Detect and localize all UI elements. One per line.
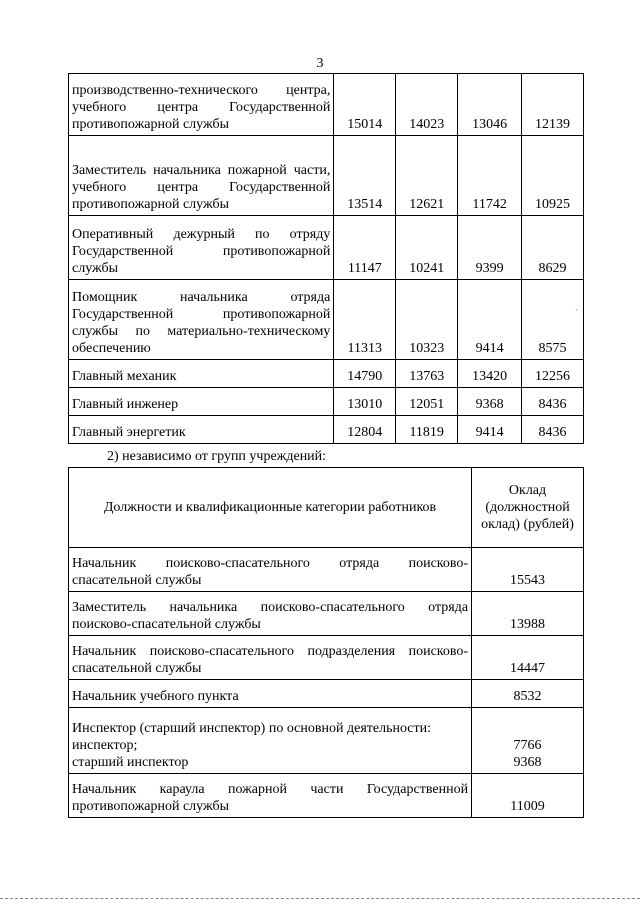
salary-group-2-cell: 12051 xyxy=(396,388,458,416)
position-cell: Главный энергетик xyxy=(69,416,334,444)
position-cell: Начальник поисково-спасательного подразделения поисково-спасательной службы xyxy=(69,636,472,680)
salary-cell xyxy=(472,708,584,774)
salary-cell: 13988 xyxy=(472,592,584,636)
salary-group-3-cell: 11742 xyxy=(458,136,522,216)
salary-group-1-cell: 13514 xyxy=(334,136,396,216)
page-bottom-edge xyxy=(0,898,640,899)
salary-group-3-cell: 9368 xyxy=(458,388,522,416)
salary-group-4-cell: 8436 xyxy=(522,416,584,444)
salary-group-4-cell: 8436 xyxy=(522,388,584,416)
salary-group-2-cell: 11819 xyxy=(396,416,458,444)
table-row xyxy=(69,280,584,360)
salary-group-2-cell: 14023 xyxy=(396,74,458,136)
scan-speck: · xyxy=(575,306,578,315)
salary-group-3-cell: 9414 xyxy=(458,280,522,360)
position-cell: Главный механик xyxy=(69,360,334,388)
salary-group-1-cell: 15014 xyxy=(334,74,396,136)
table-row xyxy=(69,216,584,280)
column-header-position: Должности и квалификационные категории работников xyxy=(69,468,472,548)
salary-group-1-cell: 12804 xyxy=(334,416,396,444)
salary-table-independent xyxy=(68,467,584,818)
salary-cell: 14447 xyxy=(472,636,584,680)
table-row xyxy=(69,74,584,136)
salary-group-4-cell: 8629 xyxy=(522,216,584,280)
table-row xyxy=(69,136,584,216)
salary-group-2-cell: 13763 xyxy=(396,360,458,388)
position-cell: Начальник поисково-спасательного отряда поисково-спасательной службы xyxy=(69,548,472,592)
table-row xyxy=(69,708,584,774)
position-cell: производственно-технического центра, учебного центра Государственной противопожарной службы xyxy=(69,74,334,136)
position-cell: Помощник начальника отряда Государственной противопожарной службы по материально-техническому обеспечению xyxy=(69,280,334,360)
salary-group-2-cell: 10241 xyxy=(396,216,458,280)
salary-group-3-cell: 9414 xyxy=(458,416,522,444)
table-row xyxy=(69,636,584,680)
table-row xyxy=(69,592,584,636)
table-row xyxy=(69,416,584,444)
salary-group-4-cell: 10925 xyxy=(522,136,584,216)
inspector-salary: 7766 xyxy=(513,738,542,753)
position-cell: Начальник учебного пункта xyxy=(69,680,472,708)
position-cell: Оперативный дежурный по отряду Государственной противопожарной службы xyxy=(69,216,334,280)
salary-table-by-group xyxy=(68,73,584,444)
position-cell: Главный инженер xyxy=(69,388,334,416)
salary-group-1-cell: 11147 xyxy=(334,216,396,280)
salary-group-1-cell: 14790 xyxy=(334,360,396,388)
salary-group-1-cell: 13010 xyxy=(334,388,396,416)
position-cell: Начальник караула пожарной части Государственной противопожарной службы xyxy=(69,774,472,818)
salary-group-4-cell: 8575 xyxy=(522,280,584,360)
salary-group-3-cell: 9399 xyxy=(458,216,522,280)
salary-group-2-cell: 12621 xyxy=(396,136,458,216)
table-header-row xyxy=(69,468,584,548)
table-row xyxy=(69,680,584,708)
column-header-salary: Оклад (должностной оклад) (рублей) xyxy=(472,468,584,548)
table-row xyxy=(69,360,584,388)
salary-group-4-cell: 12139 xyxy=(522,74,584,136)
salary-group-3-cell: 13420 xyxy=(458,360,522,388)
inspector-heading: Инспектор (старший инспектор) по основной деятельности: xyxy=(72,721,432,736)
position-cell: Заместитель начальника пожарной части, учебного центра Государственной противопожарной службы xyxy=(69,136,334,216)
table-row xyxy=(69,774,584,818)
salary-group-3-cell: 13046 xyxy=(458,74,522,136)
table-row xyxy=(69,388,584,416)
position-cell: Заместитель начальника поисково-спасательного отряда поисково-спасательной службы xyxy=(69,592,472,636)
section-title: 2) независимо от групп учреждений: xyxy=(107,449,327,464)
senior-inspector-salary: 9368 xyxy=(513,755,542,770)
position-cell xyxy=(69,708,472,774)
senior-inspector-label: старший инспектор xyxy=(72,755,189,770)
table-row xyxy=(69,548,584,592)
salary-group-2-cell: 10323 xyxy=(396,280,458,360)
salary-group-4-cell: 12256 xyxy=(522,360,584,388)
page-number: 3 xyxy=(316,56,324,71)
salary-group-1-cell: 11313 xyxy=(334,280,396,360)
salary-cell: 8532 xyxy=(472,680,584,708)
inspector-label: инспектор; xyxy=(72,738,138,753)
salary-cell: 15543 xyxy=(472,548,584,592)
salary-cell: 11009 xyxy=(472,774,584,818)
